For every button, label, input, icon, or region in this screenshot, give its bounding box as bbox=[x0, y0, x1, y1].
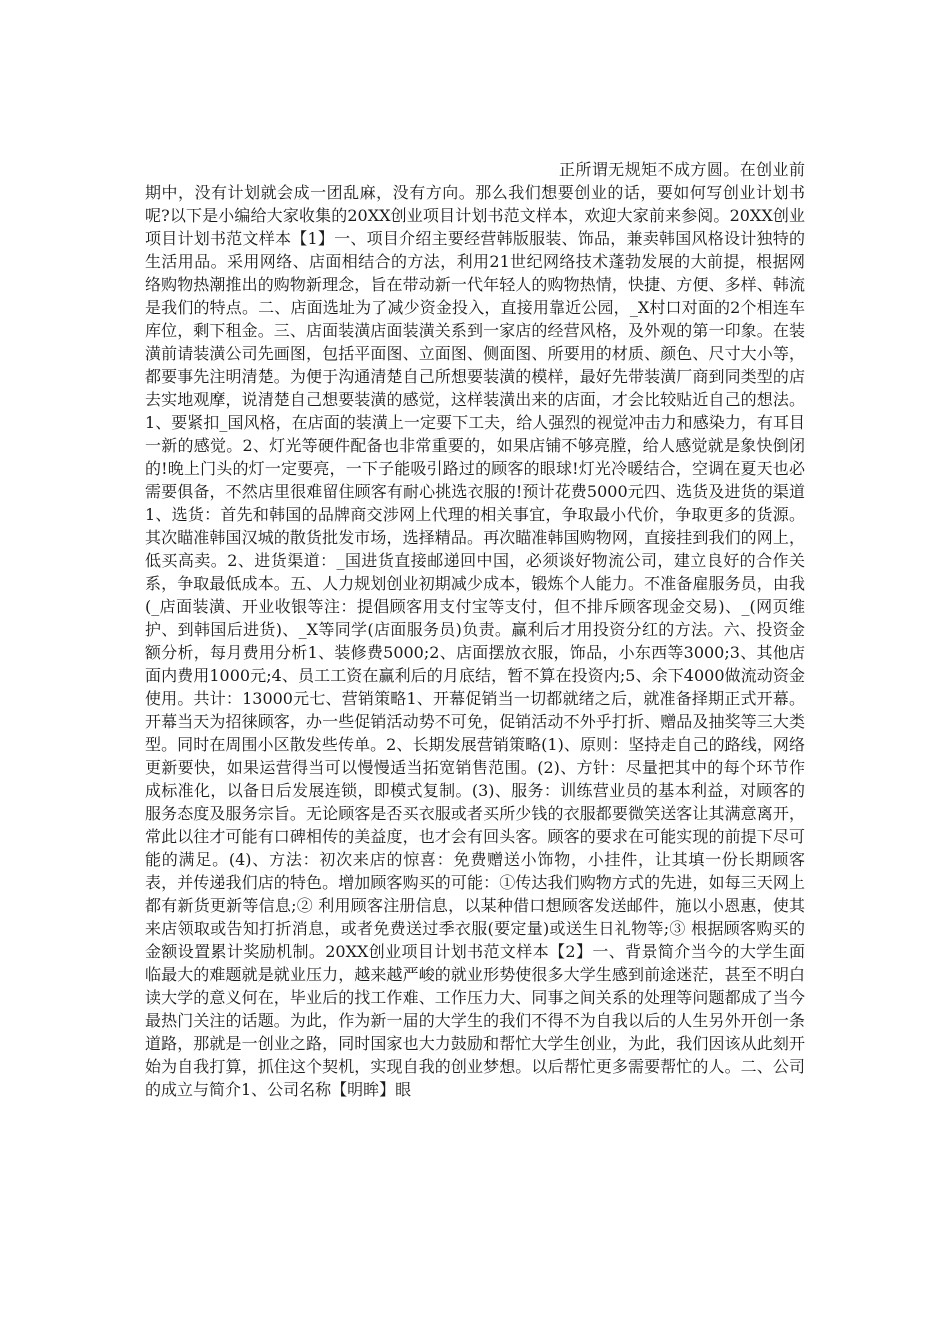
body-paragraph: 正所谓无规矩不成方圆。在创业前期中，没有计划就会成一团乱麻，没有方向。那么我们想要创业的话，要如何写创业计划书呢?以下是小编给大家收集的20XX创业项目计划书范文样本，欢迎大家前来参阅。20XX创业项目计划书范文样本【1】一、项目介绍主要经营韩版服装、饰品，兼卖韩国风格设计独特的生活用品。采用网络、店面相结合的方法，利用21世纪网络技术蓬勃发展的大前提，根据网络购物热潮推出的购物新理念，旨在带动新一代年轻人的购物热情，快捷、方便、多样、韩流是我们的特点。二、店面选址为了减少资金投入，直接用靠近公园，_X村口对面的2个相连车库位，剩下租金。三、店面装潢店面装潢关系到一家店的经营风格，及外观的第一印象。在装潢前请装潢公司先画图，包括平面图、立面图、侧面图、所要用的材质、颜色、尺寸大小等，都要事先注明清楚。为便于沟通清楚自己所想要装潢的模样，最好先带装潢厂商到同类型的店去实地观摩，说清楚自己想要装潢的感觉，这样装潢出来的店面，才会比较贴近自己的想法。1、要紧扣_国风格，在店面的装潢上一定要下工夫，给人强烈的视觉冲击力和感染力，有耳目一新的感觉。2、灯光等硬件配备也非常重要的，如果店铺不够亮膛，给人感觉就是象快倒闭的!晚上门头的灯一定要亮，一下子能吸引路过的顾客的眼球!灯光冷暖结合，空调在夏天也必需要俱备，不然店里很难留住顾客有耐心挑选衣服的!预计花费5000元四、选货及进货的渠道1、选货：首先和韩国的品牌商交涉网上代理的相关事宜，争取最小代价，争取更多的货源。其次瞄准韩国汉城的散货批发市场，选择精品。再次瞄准韩国购物网，直接挂到我们的网上，低买高卖。2、进货渠道：_国进货直接邮递回中国，必须谈好物流公司，建立良好的合作关系，争取最低成本。五、人力规划创业初期减少成本，锻炼个人能力。不准备雇服务员，由我(_店面装潢、开业收银等注：提倡顾客用支付宝等支付，但不排斥顾客现金交易)、_(网页维护、到韩国后进货)、_X等同学(店面服务员)负责。赢利后才用投资分红的方法。六、投资金额分析，每月费用分析1、装修费5000;2、店面摆放衣服，饰品，小东西等3000;3、其他店面内费用1000元;4、员工工资在赢利后的月底结，暂不算在投资内;5、余下4000做流动资金使用。共计：13000元七、营销策略1、开幕促销当一切都就绪之后，就准备择期正式开幕。开幕当天为招徕顾客，办一些促销活动势不可免，促销活动不外乎打折、赠品及抽奖等三大类型。同时在周围小区散发些传单。2、长期发展营销策略(1)、原则：坚持走自己的路线，网络更新要快，如果运营得当可以慢慢适当拓宽销售范围。(2)、方针：尽量把其中的每个环节作成标准化，以备日后发展连锁，即模式复制。(3)、服务：训练营业员的基本利益，对顾客的服务态度及服务宗旨。无论顾客是否买衣服或者买所少钱的衣服都要微笑送客让其满意离开，常此以往才可能有口碑相传的美益度，也才会有回头客。顾客的要求在可能实现的前提下尽可能的满足。(4)、方法：初次来店的惊喜：免费赠送小饰物，小挂件，让其填一份长期顾客表，并传递我们店的特色。增加顾客购买的可能：①传达我们购物方式的先进，如每三天网上都有新货更新等信息;② 利用顾客注册信息，以某种借口想顾客发送邮件，施以小恩惠，使其来店领取或告知打折消息，或者免费送过季衣服(要定量)或送生日礼物等;③ 根据顾客购买的金额设置累计奖励机制。20XX创业项目计划书范文样本【2】一、背景简介当今的大学生面临最大的难题就是就业压力，越来越严峻的就业形势使很多大学生感到前途迷茫，甚至不明白读大学的意义何在，毕业后的找工作难、工作压力大、同事之间关系的处理等问题都成了当今最热门关注的话题。为此，作为新一届的大学生的我们不得不为自我以后的人生另外开创一条道路，那就是一创业之路，同时国家也大力鼓励和帮忙大学生创业，为此，我们因该从此刻开始为自我打算，抓住这个契机，实现自我的创业梦想。以后帮忙更多需要帮忙的人。二、公司的成立与简介1、公司名称【明眸】眼 bbox=[145, 160, 805, 1099]
